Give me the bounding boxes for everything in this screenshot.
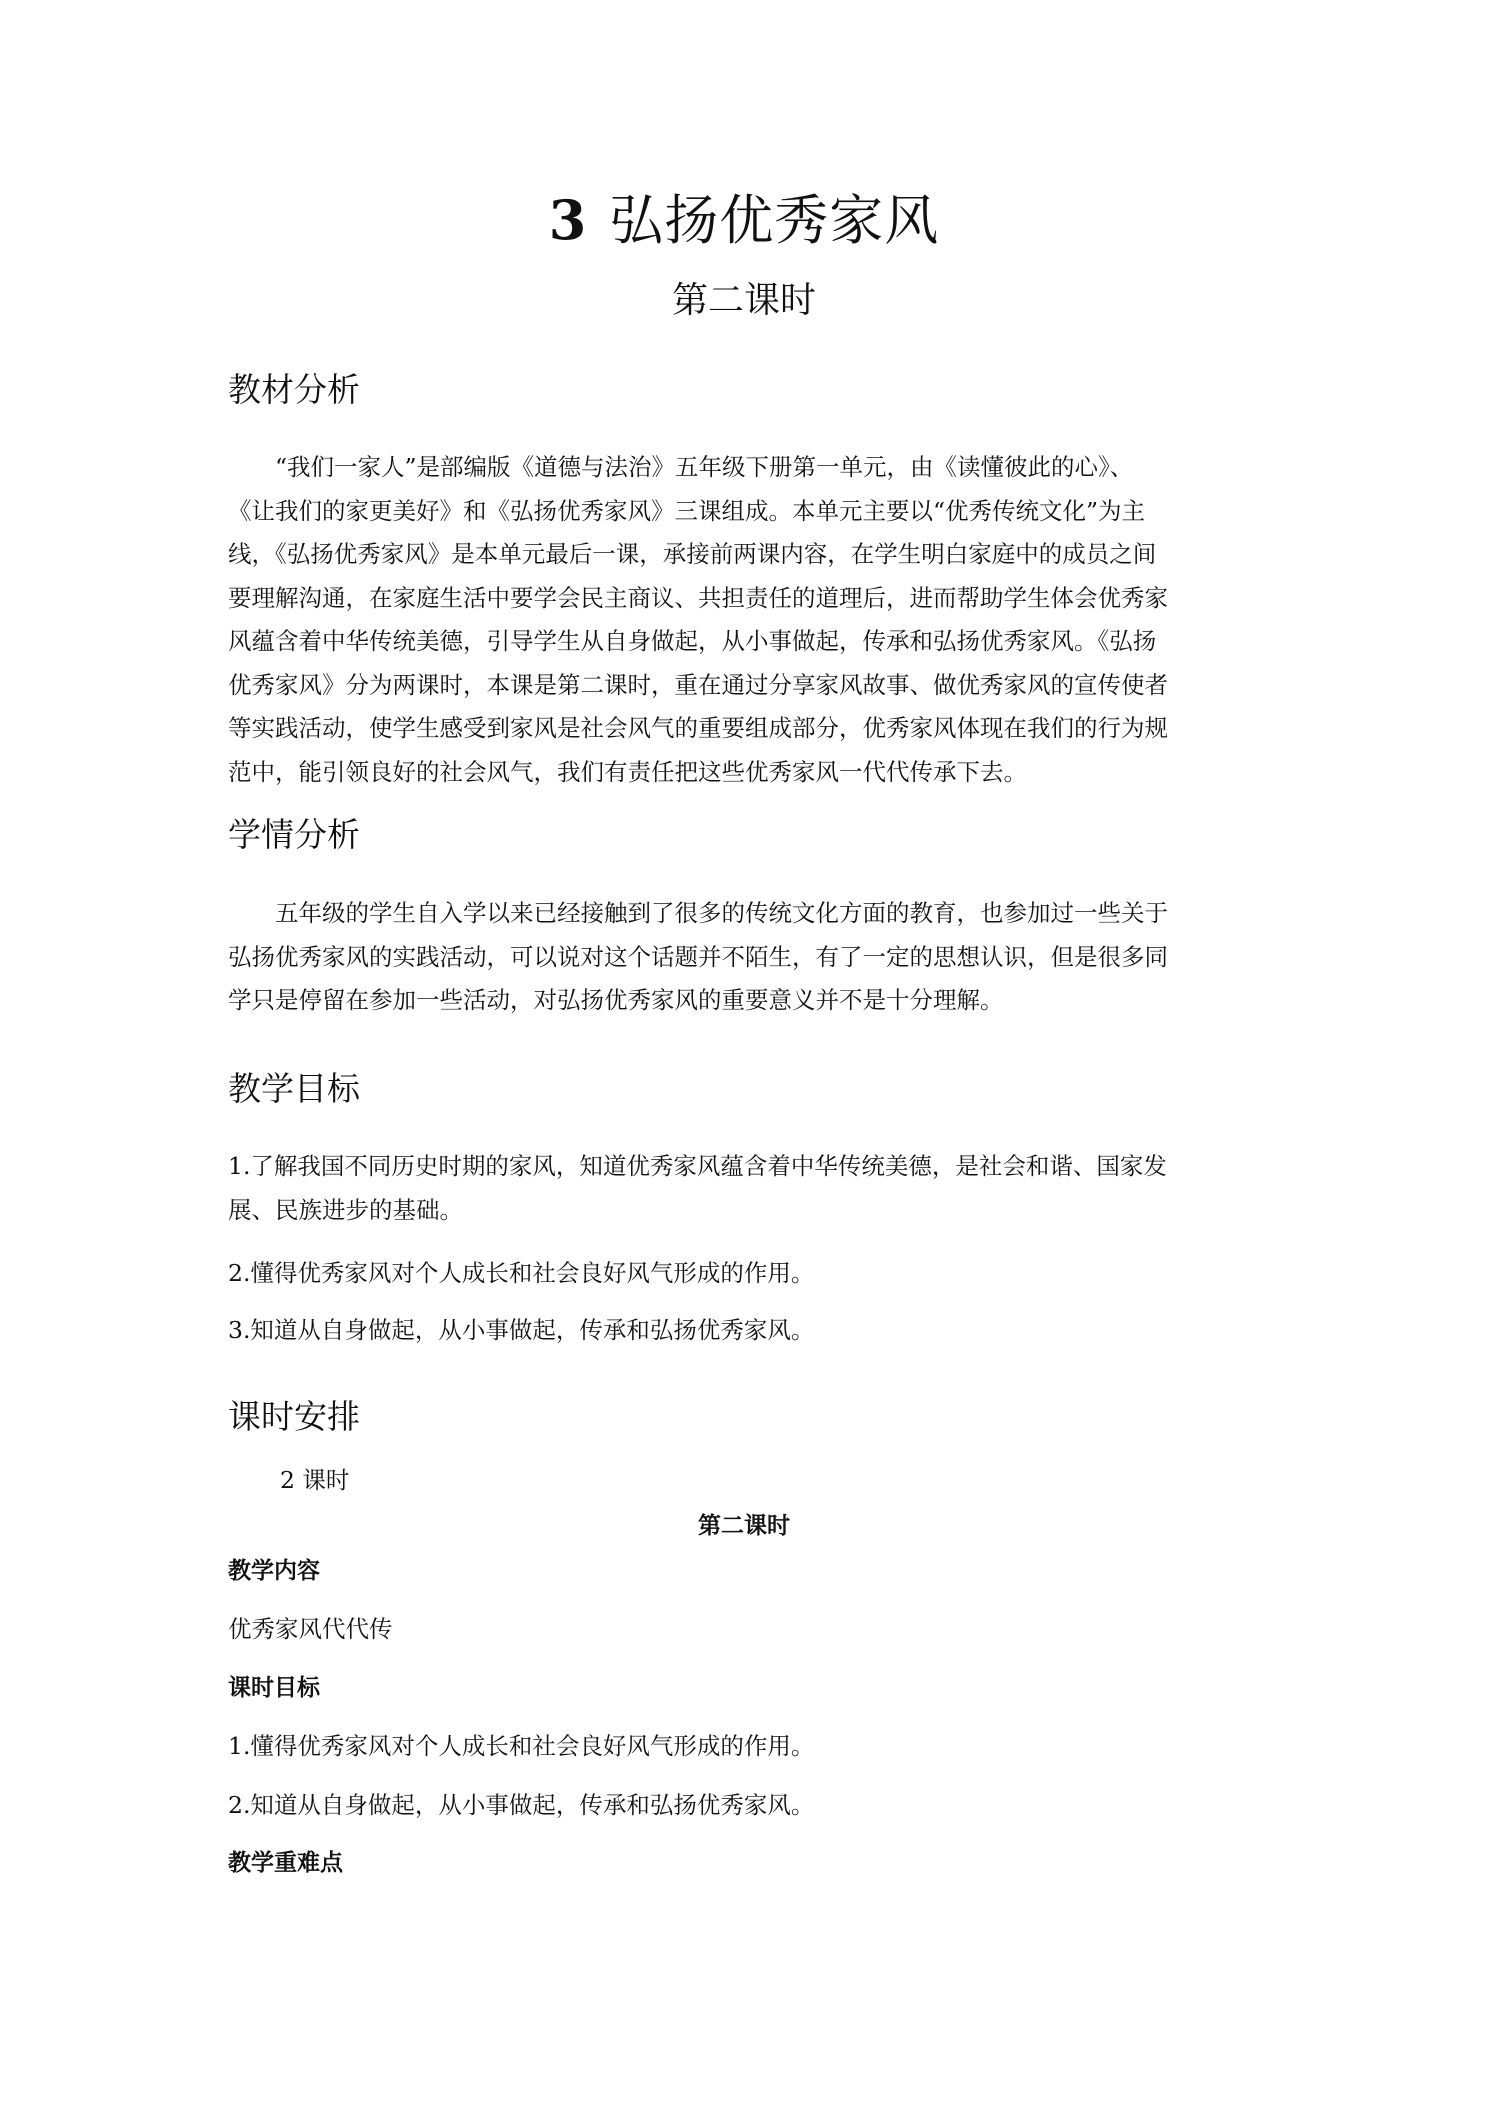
- title-text: 弘扬优秀家风: [609, 189, 940, 252]
- paragraph-line: “我们一家人”是部编版《道德与法治》五年级下册第一单元，由《读懂彼此的心》、: [275, 453, 1134, 481]
- teaching-goal-item-2: [228, 1252, 1268, 1296]
- lesson-goals-heading: 课时目标: [228, 1675, 320, 1701]
- paragraph-line: 范中，能引领良好的社会风气，我们有责任把这些优秀家风一代代传承下去。: [228, 757, 1027, 786]
- paragraph-line: 弘扬优秀家风的实践活动，可以说对这个话题并不陌生，有了一定的思想认识，但是很多同: [228, 942, 1168, 971]
- goal-line: 2.懂得优秀家风对个人成长和社会良好风气形成的作用。: [228, 1259, 815, 1287]
- document-title: [0, 185, 1488, 256]
- lesson-goal-item-2: 2.知道从自身做起，从小事做起，传承和弘扬优秀家风。: [228, 1791, 815, 1819]
- paragraph-line: 优秀家风》分为两课时，本课是第二课时，重在通过分享家风故事、做优秀家风的宣传使者: [228, 670, 1168, 699]
- key-points-heading: 教学重难点: [228, 1850, 343, 1876]
- goal-line: 1.了解我国不同历史时期的家风，知道优秀家风蕴含着中华传统美德，是社会和谐、国家发: [228, 1152, 1167, 1180]
- paragraph-line: 线，《弘扬优秀家风》是本单元最后一课，承接前两课内容，在学生明白家庭中的成员之间: [228, 540, 1157, 568]
- paragraph-line: 五年级的学生自入学以来已经接触到了很多的传统文化方面的教育，也参加过一些关于: [275, 899, 1168, 927]
- lesson-content-heading: 教学内容: [228, 1558, 320, 1584]
- document-subtitle: 第二课时: [671, 280, 816, 321]
- paragraph-line: 学只是停留在参加一些活动，对弘扬优秀家风的重要意义并不是十分理解。: [228, 986, 1004, 1014]
- lesson-title: 第二课时: [698, 1513, 790, 1539]
- student-analysis-paragraph: [228, 892, 1268, 1023]
- lesson-content-text: 优秀家风代代传: [228, 1615, 393, 1643]
- section-heading-schedule: 课时安排: [228, 1397, 360, 1436]
- title-number: 3: [548, 188, 588, 252]
- section-heading-student-analysis: 学情分析: [228, 815, 360, 854]
- section-heading-textbook-analysis: 教材分析: [228, 370, 360, 409]
- goal-line: 展、民族进步的基础。: [228, 1195, 463, 1224]
- goal-line: 3.知道从自身做起，从小事做起，传承和弘扬优秀家风。: [228, 1316, 815, 1344]
- textbook-analysis-paragraph: [228, 446, 1268, 794]
- lesson-goal-item-1: 1.懂得优秀家风对个人成长和社会良好风气形成的作用。: [228, 1732, 815, 1760]
- paragraph-line: 等实践活动，使学生感受到家风是社会风气的重要组成部分，优秀家风体现在我们的行为规: [228, 714, 1168, 742]
- section-heading-teaching-goals: 教学目标: [228, 1069, 360, 1108]
- teaching-goal-item-1: [228, 1145, 1268, 1232]
- schedule-hours: 2 课时: [280, 1466, 350, 1494]
- paragraph-line: 要理解沟通，在家庭生活中要学会民主商议、共担责任的道理后，进而帮助学生体会优秀家: [228, 583, 1168, 612]
- paragraph-line: 风蕴含着中华传统美德，引导学生从自身做起，从小事做起，传承和弘扬优秀家风。《弘扬: [228, 627, 1157, 655]
- teaching-goal-item-3: [228, 1309, 1268, 1353]
- paragraph-line: 《让我们的家更美好》和《弘扬优秀家风》三课组成。本单元主要以“优秀传统文化”为主: [228, 496, 1146, 525]
